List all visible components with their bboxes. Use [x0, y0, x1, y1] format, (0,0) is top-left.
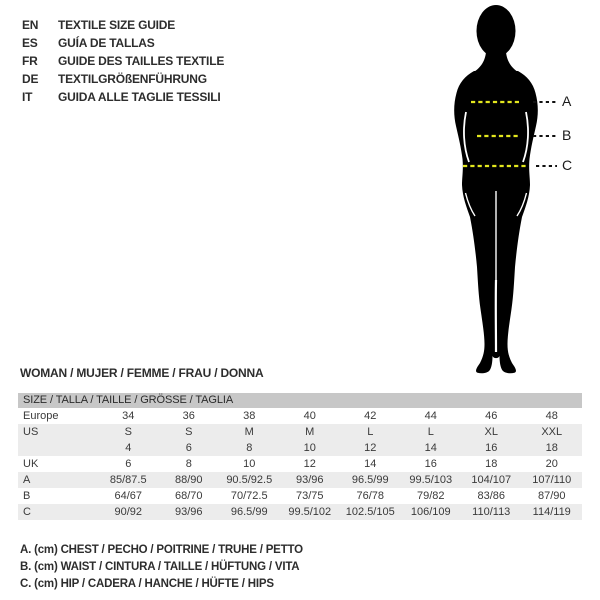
size-cell: 104/107 — [471, 474, 512, 486]
lang-code: DE — [22, 72, 39, 86]
table-row-chest-a — [18, 472, 582, 488]
lang-title: GUIDA ALLE TAGLIE TESSILI — [58, 90, 221, 104]
table-row-europe — [18, 408, 582, 424]
lang-row-fr — [22, 52, 224, 70]
size-cell: 6 — [185, 442, 192, 454]
size-cell: 18 — [485, 458, 498, 470]
size-cell: 16 — [424, 458, 437, 470]
size-cell: 46 — [485, 410, 498, 422]
table-row-hip-c — [18, 504, 582, 520]
size-cell: 20 — [545, 458, 558, 470]
size-cell: M — [305, 426, 315, 438]
size-cell: 68/70 — [174, 490, 203, 502]
size-cell: 70/72.5 — [230, 490, 268, 502]
lang-title: GUIDE DES TAILLES TEXTILE — [58, 54, 225, 68]
size-cell: 114/119 — [532, 506, 571, 518]
row-label: UK — [23, 458, 39, 470]
lang-code: IT — [22, 90, 33, 104]
size-cell: 44 — [424, 410, 437, 422]
lang-code: EN — [22, 18, 39, 32]
size-cell: 90.5/92.5 — [226, 474, 273, 486]
size-cell: 96.5/99 — [230, 506, 268, 518]
size-cell: S — [185, 426, 193, 438]
size-cell: M — [244, 426, 254, 438]
row-label: US — [23, 426, 39, 438]
marker-label-waist: B — [562, 127, 572, 143]
size-cell: 4 — [125, 442, 132, 454]
size-cell: 18 — [545, 442, 558, 454]
size-cell: 90/92 — [114, 506, 143, 518]
size-cell: 87/90 — [537, 490, 566, 502]
lang-code: FR — [22, 54, 38, 68]
size-cell: 34 — [122, 410, 135, 422]
lang-row-en — [22, 16, 224, 34]
measurement-legend — [20, 542, 303, 593]
size-cell: 106/109 — [410, 506, 451, 518]
size-cell: 12 — [364, 442, 377, 454]
size-cell: 14 — [364, 458, 377, 470]
size-cell: 93/96 — [295, 474, 324, 486]
size-cell: 110/113 — [472, 506, 511, 518]
size-cell: 8 — [246, 442, 253, 454]
marker-label-hip: C — [562, 157, 573, 173]
lang-row-de — [22, 70, 224, 88]
size-cell: 14 — [424, 442, 437, 454]
table-row-waist-b — [18, 488, 582, 504]
size-table — [18, 393, 582, 520]
size-cell: 102.5/105 — [345, 506, 395, 518]
size-cell: 93/96 — [174, 506, 203, 518]
woman-silhouette-icon — [420, 0, 580, 383]
lang-title: TEXTILE SIZE GUIDE — [58, 18, 176, 32]
language-title-list — [22, 16, 224, 106]
size-cell: L — [427, 426, 434, 438]
lang-title: GUÍA DE TALLAS — [58, 36, 155, 50]
size-cell: 96.5/99 — [351, 474, 389, 486]
lang-title: TEXTILGRÖßENFÜHRUNG — [58, 72, 207, 86]
size-cell: 73/75 — [295, 490, 324, 502]
table-row-uk — [18, 456, 582, 472]
lang-row-es — [22, 34, 224, 52]
size-cell: 16 — [485, 442, 498, 454]
table-row-us-numbers — [18, 440, 582, 456]
legend-hip: C. (cm) HIP / CADERA / HANCHE / HÜFTE / HIPS — [20, 578, 274, 590]
size-cell: 83/86 — [477, 490, 506, 502]
size-cell: S — [124, 426, 132, 438]
size-cell: 76/78 — [356, 490, 385, 502]
size-cell: L — [367, 426, 374, 438]
size-cell: 12 — [303, 458, 316, 470]
size-cell: 40 — [303, 410, 316, 422]
row-label: A — [23, 474, 31, 486]
size-cell: XXL — [541, 426, 563, 438]
section-title-woman: WOMAN / MUJER / FEMME / FRAU / DONNA — [20, 366, 264, 380]
marker-label-chest: A — [562, 93, 572, 109]
size-cell: 6 — [125, 458, 132, 470]
size-cell: 8 — [185, 458, 192, 470]
lang-row-it — [22, 88, 224, 106]
table-row-us-letters — [18, 424, 582, 440]
size-cell: 88/90 — [174, 474, 203, 486]
size-cell: 79/82 — [416, 490, 445, 502]
size-table-header: SIZE / TALLA / TAILLE / GRÖSSE / TAGLIA — [18, 393, 582, 408]
size-cell: 99.5/103 — [409, 474, 453, 486]
lang-code: ES — [22, 36, 38, 50]
size-cell: 38 — [243, 410, 256, 422]
size-cell: 48 — [545, 410, 558, 422]
size-cell: 36 — [182, 410, 195, 422]
legend-waist: B. (cm) WAIST / CINTURA / TAILLE / HÜFTUNG / VITA — [20, 561, 300, 573]
size-cell: 64/67 — [114, 490, 143, 502]
row-label: B — [23, 490, 31, 502]
size-cell: 10 — [303, 442, 316, 454]
size-cell: 42 — [364, 410, 377, 422]
size-cell: 99.5/102 — [288, 506, 332, 518]
row-label: C — [23, 506, 31, 518]
size-cell: 107/110 — [532, 474, 572, 486]
size-cell: XL — [484, 426, 498, 438]
row-label: Europe — [23, 410, 59, 422]
measurement-figure — [420, 0, 600, 385]
legend-chest: A. (cm) CHEST / PECHO / POITRINE / TRUHE / PETTO — [20, 544, 303, 556]
size-cell: 10 — [243, 458, 256, 470]
size-cell: 85/87.5 — [109, 474, 147, 486]
